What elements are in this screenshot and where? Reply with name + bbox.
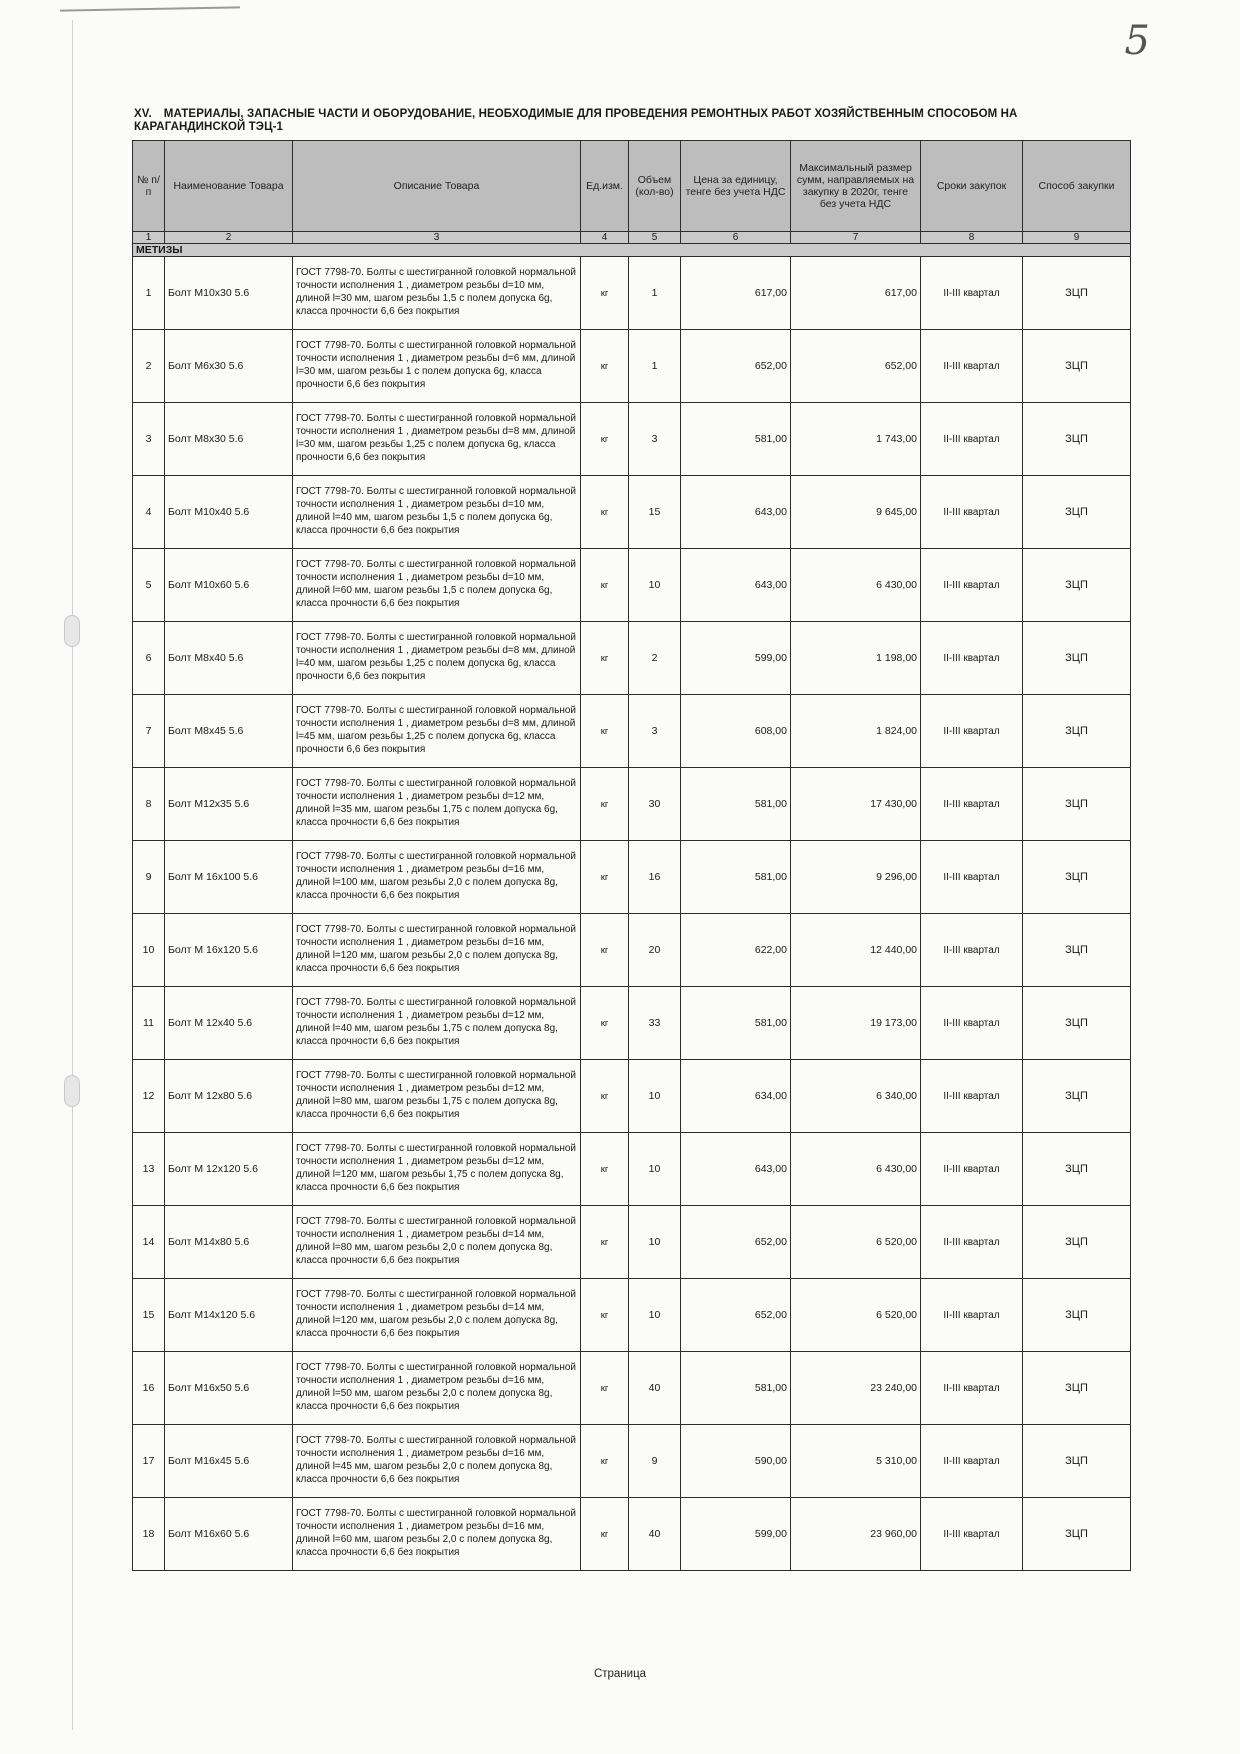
item-description: ГОСТ 7798-70. Болты с шестигранной головкой нормальной точности исполнения 1 , диаметром резьбы d=10 мм, длиной l=30 мм, шагом резьбы 1,5 с полем допуска 6g, класса прочности 6,6 без покрытия: [293, 257, 581, 330]
item-name: Болт М16х50 5.6: [165, 1352, 293, 1425]
table-row: [133, 1206, 1131, 1279]
table-row: [133, 622, 1131, 695]
document-title: [134, 108, 1124, 134]
item-name: Болт М16х60 5.6: [165, 1498, 293, 1571]
purchase-period: II-III квартал: [921, 914, 1023, 987]
unit-price: 652,00: [681, 330, 791, 403]
purchase-method: ЗЦП: [1023, 1352, 1131, 1425]
purchase-method: ЗЦП: [1023, 257, 1131, 330]
row-number: 1: [133, 257, 165, 330]
row-number: 17: [133, 1425, 165, 1498]
total-amount: 17 430,00: [791, 768, 921, 841]
table-row: [133, 476, 1131, 549]
table-row: [133, 403, 1131, 476]
row-number: 13: [133, 1133, 165, 1206]
page-footer: Страница: [593, 1668, 647, 1680]
unit-price: 599,00: [681, 622, 791, 695]
total-amount: 1 198,00: [791, 622, 921, 695]
item-name: Болт М 16х120 5.6: [165, 914, 293, 987]
column-index: 6: [681, 232, 791, 244]
row-number: 15: [133, 1279, 165, 1352]
row-number: 12: [133, 1060, 165, 1133]
item-description: ГОСТ 7798-70. Болты с шестигранной головкой нормальной точности исполнения 1 , диаметром резьбы d=8 мм, длиной l=30 мм, шагом резьбы 1,25 с полем допуска 6g, класса прочности 6,6 без покрытия: [293, 403, 581, 476]
purchase-method: ЗЦП: [1023, 914, 1131, 987]
unit-price: 652,00: [681, 1206, 791, 1279]
table-row: [133, 1133, 1131, 1206]
item-description: ГОСТ 7798-70. Болты с шестигранной головкой нормальной точности исполнения 1 , диаметром резьбы d=16 мм, длиной l=60 мм, шагом резьбы 2,0 с полем допуска 8g, класса прочности 6,6 без покрытия: [293, 1498, 581, 1571]
unit-of-measure: кг: [581, 1352, 629, 1425]
item-description: ГОСТ 7798-70. Болты с шестигранной головкой нормальной точности исполнения 1 , диаметром резьбы d=10 мм, длиной l=40 мм, шагом резьбы 1,5 с полем допуска 6g, класса прочности 6,6 без покрытия: [293, 476, 581, 549]
scan-page-edge: [72, 20, 73, 1730]
punch-hole: [64, 615, 80, 647]
scan-edge-mark: [60, 0, 240, 12]
item-name: Болт М 12х120 5.6: [165, 1133, 293, 1206]
header-cell: Способ закупки: [1023, 141, 1131, 232]
quantity: 20: [629, 914, 681, 987]
unit-of-measure: кг: [581, 1206, 629, 1279]
unit-price: 608,00: [681, 695, 791, 768]
unit-of-measure: кг: [581, 1425, 629, 1498]
total-amount: 12 440,00: [791, 914, 921, 987]
unit-of-measure: кг: [581, 622, 629, 695]
item-description: ГОСТ 7798-70. Болты с шестигранной головкой нормальной точности исполнения 1 , диаметром резьбы d=12 мм, длиной l=35 мм, шагом резьбы 1,75 с полем допуска 6g, класса прочности 6,6 без покрытия: [293, 768, 581, 841]
purchase-period: II-III квартал: [921, 1425, 1023, 1498]
quantity: 3: [629, 695, 681, 768]
total-amount: 6 520,00: [791, 1279, 921, 1352]
unit-price: 652,00: [681, 1279, 791, 1352]
item-description: ГОСТ 7798-70. Болты с шестигранной головкой нормальной точности исполнения 1 , диаметром резьбы d=8 мм, длиной l=40 мм, шагом резьбы 1,25 с полем допуска 6g, класса прочности 6,6 без покрытия: [293, 622, 581, 695]
header-cell: Цена за единицу, тенге без учета НДС: [681, 141, 791, 232]
item-description: ГОСТ 7798-70. Болты с шестигранной головкой нормальной точности исполнения 1 , диаметром резьбы d=8 мм, длиной l=45 мм, шагом резьбы 1,25 с полем допуска 6g, класса прочности 6,6 без покрытия: [293, 695, 581, 768]
item-description: ГОСТ 7798-70. Болты с шестигранной головкой нормальной точности исполнения 1 , диаметром резьбы d=14 мм, длиной l=120 мм, шагом резьбы 2,0 с полем допуска 8g, класса прочности 6,6 без покрытия: [293, 1279, 581, 1352]
item-name: Болт М8х45 5.6: [165, 695, 293, 768]
quantity: 10: [629, 1060, 681, 1133]
item-description: ГОСТ 7798-70. Болты с шестигранной головкой нормальной точности исполнения 1 , диаметром резьбы d=6 мм, длиной l=30 мм, шагом резьбы 1 с полем допуска 6g, класса прочности 6,6 без покрытия: [293, 330, 581, 403]
purchase-method: ЗЦП: [1023, 403, 1131, 476]
purchase-period: II-III квартал: [921, 1206, 1023, 1279]
purchase-period: II-III квартал: [921, 1279, 1023, 1352]
column-index: 4: [581, 232, 629, 244]
purchase-period: II-III квартал: [921, 622, 1023, 695]
purchase-period: II-III квартал: [921, 1060, 1023, 1133]
unit-of-measure: кг: [581, 768, 629, 841]
column-index: 8: [921, 232, 1023, 244]
unit-of-measure: кг: [581, 1060, 629, 1133]
quantity: 40: [629, 1498, 681, 1571]
purchase-method: ЗЦП: [1023, 1498, 1131, 1571]
purchase-method: ЗЦП: [1023, 768, 1131, 841]
quantity: 33: [629, 987, 681, 1060]
unit-of-measure: кг: [581, 549, 629, 622]
header-cell: Сроки закупок: [921, 141, 1023, 232]
row-number: 16: [133, 1352, 165, 1425]
quantity: 10: [629, 549, 681, 622]
purchase-period: II-III квартал: [921, 476, 1023, 549]
purchase-period: II-III квартал: [921, 257, 1023, 330]
total-amount: 6 520,00: [791, 1206, 921, 1279]
row-number: 11: [133, 987, 165, 1060]
total-amount: 6 340,00: [791, 1060, 921, 1133]
item-description: ГОСТ 7798-70. Болты с шестигранной головкой нормальной точности исполнения 1 , диаметром резьбы d=12 мм, длиной l=120 мм, шагом резьбы 1,75 с полем допуска 8g, класса прочности 6,6 без покрытия: [293, 1133, 581, 1206]
table-row: [133, 768, 1131, 841]
purchase-period: II-III квартал: [921, 987, 1023, 1060]
section-title: МАТЕРИАЛЫ, ЗАПАСНЫЕ ЧАСТИ И ОБОРУДОВАНИЕ, НЕОБХОДИМЫЕ ДЛЯ ПРОВЕДЕНИЯ РЕМОНТНЫХ РАБОТ ХОЗЯЙСТВЕННЫМ СПОСОБОМ НА КАРАГАНДИНСКОЙ ТЭЦ-1: [134, 108, 1018, 133]
purchase-period: II-III квартал: [921, 1352, 1023, 1425]
row-number: 7: [133, 695, 165, 768]
item-name: Болт М 16х100 5.6: [165, 841, 293, 914]
purchase-period: II-III квартал: [921, 549, 1023, 622]
table-row: [133, 987, 1131, 1060]
item-name: Болт М10х60 5.6: [165, 549, 293, 622]
row-number: 6: [133, 622, 165, 695]
unit-of-measure: кг: [581, 257, 629, 330]
quantity: 30: [629, 768, 681, 841]
item-name: Болт М6х30 5.6: [165, 330, 293, 403]
row-number: 5: [133, 549, 165, 622]
unit-price: 634,00: [681, 1060, 791, 1133]
unit-price: 581,00: [681, 987, 791, 1060]
purchase-method: ЗЦП: [1023, 1279, 1131, 1352]
quantity: 1: [629, 330, 681, 403]
purchase-method: ЗЦП: [1023, 1206, 1131, 1279]
unit-price: 581,00: [681, 1352, 791, 1425]
quantity: 3: [629, 403, 681, 476]
total-amount: 9 645,00: [791, 476, 921, 549]
header-cell: Объем (кол-во): [629, 141, 681, 232]
total-amount: 5 310,00: [791, 1425, 921, 1498]
purchase-method: ЗЦП: [1023, 1133, 1131, 1206]
unit-of-measure: кг: [581, 914, 629, 987]
unit-of-measure: кг: [581, 403, 629, 476]
item-name: Болт М14х120 5.6: [165, 1279, 293, 1352]
handwritten-page-number: 5: [1124, 18, 1150, 64]
purchase-period: II-III квартал: [921, 330, 1023, 403]
section-label: МЕТИЗЫ: [133, 244, 1131, 257]
header-cell: Описание Товара: [293, 141, 581, 232]
quantity: 1: [629, 257, 681, 330]
row-number: 18: [133, 1498, 165, 1571]
row-number: 9: [133, 841, 165, 914]
item-name: Болт М 12х80 5.6: [165, 1060, 293, 1133]
table-row: [133, 549, 1131, 622]
unit-of-measure: кг: [581, 841, 629, 914]
total-amount: 1 824,00: [791, 695, 921, 768]
purchase-method: ЗЦП: [1023, 1060, 1131, 1133]
quantity: 10: [629, 1206, 681, 1279]
total-amount: 23 240,00: [791, 1352, 921, 1425]
item-name: Болт М10х30 5.6: [165, 257, 293, 330]
total-amount: 9 296,00: [791, 841, 921, 914]
quantity: 15: [629, 476, 681, 549]
table-row: [133, 914, 1131, 987]
total-amount: 23 960,00: [791, 1498, 921, 1571]
item-name: Болт М14х80 5.6: [165, 1206, 293, 1279]
total-amount: 617,00: [791, 257, 921, 330]
unit-price: 622,00: [681, 914, 791, 987]
item-description: ГОСТ 7798-70. Болты с шестигранной головкой нормальной точности исполнения 1 , диаметром резьбы d=10 мм, длиной l=60 мм, шагом резьбы 1,5 с полем допуска 6g, класса прочности 6,6 без покрытия: [293, 549, 581, 622]
purchase-method: ЗЦП: [1023, 987, 1131, 1060]
column-index: 9: [1023, 232, 1131, 244]
row-number: 4: [133, 476, 165, 549]
unit-of-measure: кг: [581, 1133, 629, 1206]
total-amount: 19 173,00: [791, 987, 921, 1060]
item-name: Болт М 12х40 5.6: [165, 987, 293, 1060]
unit-of-measure: кг: [581, 1279, 629, 1352]
row-number: 8: [133, 768, 165, 841]
table-row: [133, 695, 1131, 768]
column-index: 1: [133, 232, 165, 244]
item-description: ГОСТ 7798-70. Болты с шестигранной головкой нормальной точности исполнения 1 , диаметром резьбы d=12 мм, длиной l=80 мм, шагом резьбы 1,75 с полем допуска 8g, класса прочности 6,6 без покрытия: [293, 1060, 581, 1133]
purchase-method: ЗЦП: [1023, 330, 1131, 403]
item-description: ГОСТ 7798-70. Болты с шестигранной головкой нормальной точности исполнения 1 , диаметром резьбы d=16 мм, длиной l=100 мм, шагом резьбы 2,0 с полем допуска 8g, класса прочности 6,6 без покрытия: [293, 841, 581, 914]
quantity: 10: [629, 1133, 681, 1206]
unit-price: 643,00: [681, 1133, 791, 1206]
purchase-method: ЗЦП: [1023, 622, 1131, 695]
table-row: [133, 1279, 1131, 1352]
unit-of-measure: кг: [581, 987, 629, 1060]
row-number: 10: [133, 914, 165, 987]
punch-hole: [64, 1075, 80, 1107]
unit-price: 643,00: [681, 476, 791, 549]
column-index: 5: [629, 232, 681, 244]
item-name: Болт М10х40 5.6: [165, 476, 293, 549]
purchase-period: II-III квартал: [921, 841, 1023, 914]
unit-of-measure: кг: [581, 476, 629, 549]
table-row: [133, 841, 1131, 914]
table-row: [133, 1498, 1131, 1571]
column-index-row: [133, 232, 1131, 244]
purchase-method: ЗЦП: [1023, 1425, 1131, 1498]
item-description: ГОСТ 7798-70. Болты с шестигранной головкой нормальной точности исполнения 1 , диаметром резьбы d=12 мм, длиной l=40 мм, шагом резьбы 1,75 с полем допуска 8g, класса прочности 6,6 без покрытия: [293, 987, 581, 1060]
table-row: [133, 1060, 1131, 1133]
unit-price: 599,00: [681, 1498, 791, 1571]
purchase-method: ЗЦП: [1023, 476, 1131, 549]
quantity: 16: [629, 841, 681, 914]
quantity: 9: [629, 1425, 681, 1498]
table-header-row: [133, 141, 1131, 232]
section-number: XV.: [134, 108, 152, 120]
item-name: Болт М16х45 5.6: [165, 1425, 293, 1498]
purchase-period: II-III квартал: [921, 1498, 1023, 1571]
unit-price: 581,00: [681, 768, 791, 841]
item-description: ГОСТ 7798-70. Болты с шестигранной головкой нормальной точности исполнения 1 , диаметром резьбы d=16 мм, длиной l=50 мм, шагом резьбы 2,0 с полем допуска 8g, класса прочности 6,6 без покрытия: [293, 1352, 581, 1425]
row-number: 2: [133, 330, 165, 403]
header-cell: Наименование Товара: [165, 141, 293, 232]
unit-of-measure: кг: [581, 330, 629, 403]
column-index: 3: [293, 232, 581, 244]
total-amount: 6 430,00: [791, 1133, 921, 1206]
header-cell: Ед.изм.: [581, 141, 629, 232]
header-cell: № п/п: [133, 141, 165, 232]
table-row: [133, 1352, 1131, 1425]
row-number: 3: [133, 403, 165, 476]
total-amount: 1 743,00: [791, 403, 921, 476]
table-row: [133, 1425, 1131, 1498]
section-row: [133, 244, 1131, 257]
total-amount: 652,00: [791, 330, 921, 403]
unit-price: 581,00: [681, 403, 791, 476]
unit-of-measure: кг: [581, 695, 629, 768]
unit-price: 617,00: [681, 257, 791, 330]
unit-price: 590,00: [681, 1425, 791, 1498]
purchase-period: II-III квартал: [921, 403, 1023, 476]
item-description: ГОСТ 7798-70. Болты с шестигранной головкой нормальной точности исполнения 1 , диаметром резьбы d=14 мм, длиной l=80 мм, шагом резьбы 2,0 с полем допуска 8g, класса прочности 6,6 без покрытия: [293, 1206, 581, 1279]
unit-price: 643,00: [681, 549, 791, 622]
quantity: 2: [629, 622, 681, 695]
item-name: Болт М8х40 5.6: [165, 622, 293, 695]
quantity: 40: [629, 1352, 681, 1425]
purchase-period: II-III квартал: [921, 1133, 1023, 1206]
row-number: 14: [133, 1206, 165, 1279]
item-description: ГОСТ 7798-70. Болты с шестигранной головкой нормальной точности исполнения 1 , диаметром резьбы d=16 мм, длиной l=120 мм, шагом резьбы 2,0 с полем допуска 8g, класса прочности 6,6 без покрытия: [293, 914, 581, 987]
purchase-period: II-III квартал: [921, 695, 1023, 768]
unit-price: 581,00: [681, 841, 791, 914]
item-name: Болт М8х30 5.6: [165, 403, 293, 476]
purchase-period: II-III квартал: [921, 768, 1023, 841]
purchase-method: ЗЦП: [1023, 841, 1131, 914]
column-index: 7: [791, 232, 921, 244]
purchase-method: ЗЦП: [1023, 549, 1131, 622]
item-name: Болт М12х35 5.6: [165, 768, 293, 841]
quantity: 10: [629, 1279, 681, 1352]
item-description: ГОСТ 7798-70. Болты с шестигранной головкой нормальной точности исполнения 1 , диаметром резьбы d=16 мм, длиной l=45 мм, шагом резьбы 2,0 с полем допуска 8g, класса прочности 6,6 без покрытия: [293, 1425, 581, 1498]
materials-table: [132, 140, 1131, 1571]
table-row: [133, 330, 1131, 403]
unit-of-measure: кг: [581, 1498, 629, 1571]
table-row: [133, 257, 1131, 330]
column-index: 2: [165, 232, 293, 244]
total-amount: 6 430,00: [791, 549, 921, 622]
header-cell: Максимальный размер сумм, направляемых на закупку в 2020г, тенге без учета НДС: [791, 141, 921, 232]
purchase-method: ЗЦП: [1023, 695, 1131, 768]
